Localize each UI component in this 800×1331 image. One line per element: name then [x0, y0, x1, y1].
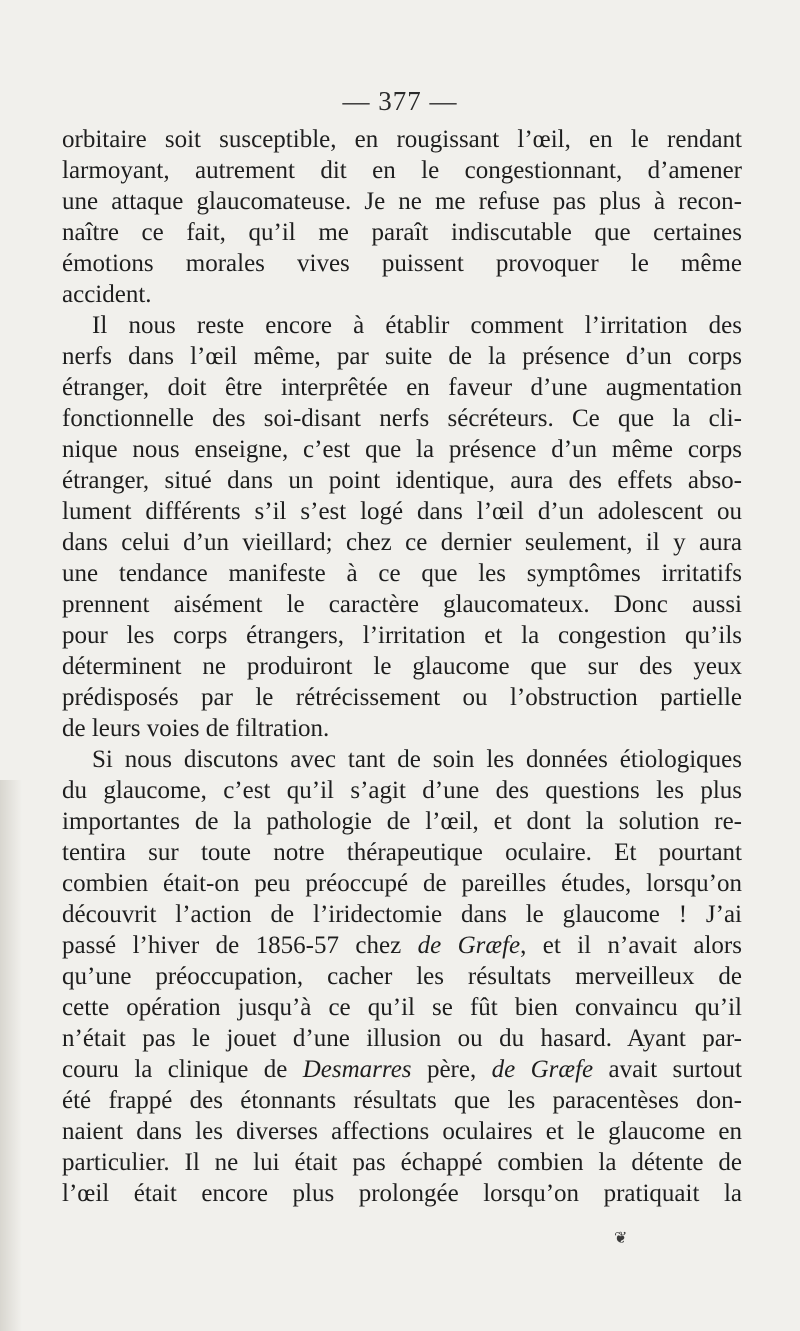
text-line: combien était-on peu préoccupé de pareilles études, lorsqu’on [62, 870, 742, 897]
text-line [62, 930, 742, 961]
text-line: Il nous reste encore à établir comment l’irritation des [92, 312, 742, 339]
text-line: tentira sur toute notre thérapeutique oculaire. Et pourtant [62, 839, 742, 866]
page-number: — 377 — [342, 86, 458, 116]
text-fragment: père, [411, 1056, 492, 1083]
text-line: orbitaire soit susceptible, en rougissant l’œil, en le rendant [62, 126, 742, 153]
text-line: qu’une préoccupation, cacher les résultats merveilleux de [62, 963, 742, 990]
text-line: naient dans les diverses affections oculaires et le glaucome en [62, 1118, 742, 1145]
text-line: dans celui d’un vieillard; chez ce dernier seulement, il y aura [62, 529, 742, 556]
text-line: particulier. Il ne lui était pas échappé combien la détente de [62, 1149, 742, 1176]
text-line: importantes de la pathologie de l’œil, et dont la solution re- [62, 808, 742, 835]
text-line: pour les corps étrangers, l’irritation et la congestion qu’ils [62, 622, 742, 649]
text-line: accident. [62, 281, 152, 308]
text-line: émotions morales vives puissent provoquer le même [62, 250, 742, 277]
body-text [62, 124, 742, 1209]
stray-ink-mark: ❦ [614, 1230, 628, 1247]
text-line: n’était pas le jouet d’une illusion ou du hasard. Ayant par- [62, 1025, 742, 1052]
page-edge-shadow [0, 780, 22, 1331]
author-name-italic: de Græfe [417, 932, 521, 959]
text-fragment: , et il n’avait alors [520, 932, 742, 959]
text-line: une attaque glaucomateuse. Je ne me refuse pas plus à recon- [62, 188, 742, 215]
text-line: cette opération jusqu’à ce qu’il se fût bien convaincu qu’il [62, 994, 742, 1021]
author-name-italic: Desmarres [302, 1056, 412, 1083]
text-line: naître ce fait, qu’il me paraît indiscutable que certaines [62, 219, 742, 246]
text-line: nerfs dans l’œil même, par suite de la présence d’un corps [62, 343, 742, 370]
text-line: étranger, situé dans un point identique, aura des effets abso- [62, 467, 742, 494]
text-line: fonctionnelle des soi-disant nerfs sécréteurs. Ce que la cli- [62, 405, 742, 432]
text-line: étranger, doit être interprêtée en faveur d’une augmentation [62, 374, 742, 401]
text-line: été frappé des étonnants résultats que les paracentèses don- [62, 1087, 742, 1114]
text-line: de leurs voies de filtration. [62, 715, 330, 742]
text-line: l’œil était encore plus prolongée lorsqu’on pratiquait la [62, 1180, 742, 1207]
text-fragment: avait surtout [593, 1056, 742, 1083]
text-line: prennent aisément le caractère glaucomateux. Donc aussi [62, 591, 742, 618]
text-line [62, 1054, 742, 1085]
text-line: découvrit l’action de l’iridectomie dans le glaucome ! J’ai [62, 901, 742, 928]
text-fragment: passé l’hiver de 1856-57 chez [62, 932, 418, 959]
author-name-italic: de Græfe [491, 1056, 594, 1083]
text-fragment: couru la clinique de [62, 1056, 303, 1083]
text-line: lument différents s’il s’est logé dans l’œil d’un adolescent ou [62, 498, 742, 525]
text-line: prédisposés par le rétrécissement ou l’obstruction partielle [62, 684, 742, 711]
text-line: du glaucome, c’est qu’il s’agit d’une des questions les plus [62, 777, 742, 804]
text-line: déterminent ne produiront le glaucome que sur des yeux [62, 653, 742, 680]
text-line: larmoyant, autrement dit en le congestionnant, d’amener [62, 157, 742, 184]
text-line: nique nous enseigne, c’est que la présence d’un même corps [62, 436, 742, 463]
text-line: une tendance manifeste à ce que les symptômes irritatifs [62, 560, 742, 587]
text-line: Si nous discutons avec tant de soin les données étiologiques [92, 746, 742, 773]
